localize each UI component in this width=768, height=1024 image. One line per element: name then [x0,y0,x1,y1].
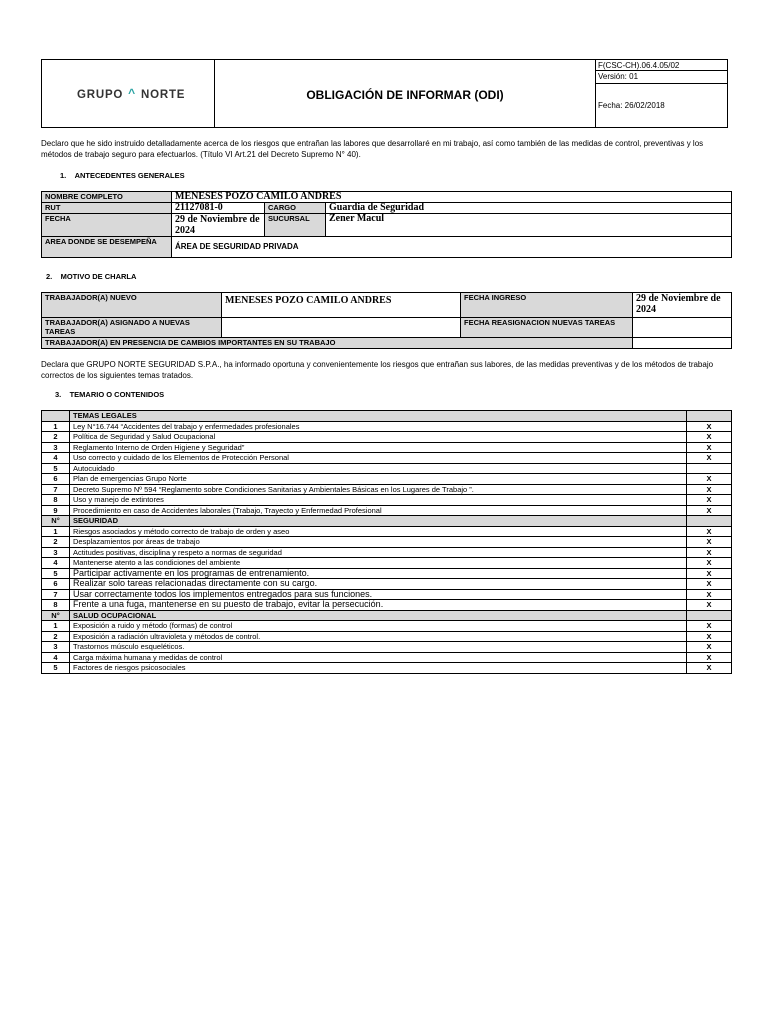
item-text: Reglamento Interno de Orden Higiene y Seguridad” [70,442,687,453]
item-check-mark: X [687,453,732,464]
item-text: Plan de emergencias Grupo Norte [70,474,687,485]
group-mark-header [687,411,732,422]
table-row [42,642,732,653]
item-check-mark: X [687,526,732,537]
item-text: Autocuidado [70,463,687,474]
declara-paragraph: Declara que GRUPO NORTE SEGURIDAD S.P.A., ha informado oportuna y convenientemente los riesgos que entrañan sus labores, de las medidas preventivas y de los métodos de trabajo correctos de los siguientes temas tratados. [41,360,714,380]
table-row [42,663,732,674]
item-check-mark: X [687,537,732,548]
document-code-cell [596,60,727,127]
table-row [42,547,732,558]
nombre-value: MENESES POZO CAMILO ANDRES [172,192,732,203]
company-logo [77,87,185,101]
item-check-mark: X [687,589,732,600]
table-row [42,474,732,485]
item-text: Decreto Supremo Nº 594 “Reglamento sobre Condiciones Sanitarias y Ambientales Básicas en los Lugares de Trabajo ”. [70,484,687,495]
table-row [42,631,732,642]
item-text: Ley N°16.744 “Accidentes del trabajo y enfermedades profesionales [70,421,687,432]
item-check-mark: X [687,568,732,579]
item-number: 9 [42,505,70,516]
item-check-mark: X [687,600,732,611]
group-mark-header [687,610,732,621]
item-number: 3 [42,547,70,558]
group-mark-header [687,516,732,527]
item-number: 1 [42,621,70,632]
logo-caret-icon: ^ [128,86,136,100]
item-text: Factores de riesgos psicosociales [70,663,687,674]
item-number: 4 [42,652,70,663]
item-text: Procedimiento en caso de Accidentes laborales (Trabajo, Trayecto y Enfermedad Profesional [70,505,687,516]
trabajador-nuevo-value: MENESES POZO CAMILO ANDRES [222,293,461,318]
cargo-value: Guardia de Seguridad [326,203,732,214]
antecedentes-table [41,191,732,258]
item-text: Mantenerse atento a las condiciones del ambiente [70,558,687,569]
logo-text-right: NORTE [140,89,186,101]
fecha-value: 29 de Noviembre de 2024 [172,214,265,237]
item-number: 1 [42,421,70,432]
group-number-header: N° [42,516,70,527]
logo-cell [42,60,215,127]
trabajador-cambios-label: TRABAJADOR(A) EN PRESENCIA DE CAMBIOS IMPORTANTES EN SU TRABAJO [42,338,633,349]
trabajador-cambios-value [633,338,732,349]
sucursal-label: SUCURSAL [265,214,326,237]
document-date: Fecha: 26/02/2018 [598,101,665,110]
item-text: Riesgos asociados y método correcto de trabajo de orden y aseo [70,526,687,537]
item-check-mark: X [687,547,732,558]
table-row [42,505,732,516]
item-check-mark: X [687,495,732,506]
item-text: Actitudes positivas, disciplina y respeto a normas de seguridad [70,547,687,558]
logo-text-left: GRUPO [77,89,124,101]
item-number: 6 [42,474,70,485]
document-title: OBLIGACIÓN DE INFORMAR (ODI) [306,88,504,102]
temario-group-header [42,516,732,527]
table-row [42,579,732,590]
item-check-mark: X [687,484,732,495]
item-text: Carga máxima humana y medidas de control [70,652,687,663]
area-label: AREA DONDE SE DESEMPEÑA [42,237,172,258]
item-check-mark: X [687,652,732,663]
document-header [41,59,728,128]
intro-paragraph: Declaro que he sido instruido detalladamente acerca de los riesgos que entrañan las labores que desarrollaré en mi trabajo, así como también de las medidas de control, preventivas y los métodos de trabajo seguro para efectuarlos. (Título VI Art.21 del Decreto Supremo N° 40). [41,139,704,159]
fecha-reasignacion-value [633,318,732,338]
item-number: 5 [42,568,70,579]
title-cell [215,60,596,127]
temario-table [41,410,732,674]
group-title: SALUD OCUPACIONAL [70,610,687,621]
item-number: 2 [42,537,70,548]
table-row [42,442,732,453]
table-row [42,463,732,474]
trabajador-nuevo-label: TRABAJADOR(A) NUEVO [42,293,222,318]
item-number: 4 [42,453,70,464]
item-check-mark: X [687,474,732,485]
item-text: Realizar solo tareas relacionadas directamente con su cargo. [70,579,687,590]
section-antecedentes-title: 1. ANTECEDENTES GENERALES [60,171,185,180]
item-check-mark: X [687,663,732,674]
item-text: Exposición a radiación ultravioleta y métodos de control. [70,631,687,642]
item-text: Exposición a ruido y método (formas) de control [70,621,687,632]
table-row [42,537,732,548]
temario-body [42,411,732,674]
trabajador-asignado-value [222,318,461,338]
section-temario-title: 3. TEMARIO O CONTENIDOS [55,390,165,399]
table-row [42,432,732,443]
table-row [42,421,732,432]
rut-label: RUT [42,203,172,214]
table-row [42,558,732,569]
item-text: Trastornos músculo esqueléticos. [70,642,687,653]
group-number-header [42,411,70,422]
item-check-mark: X [687,558,732,569]
sucursal-value: Zener Macul [326,214,732,237]
fecha-ingreso-value: 29 de Noviembre de 2024 [633,293,732,318]
table-row [42,453,732,464]
table-row [42,526,732,537]
item-number: 2 [42,631,70,642]
item-check-mark: X [687,505,732,516]
item-check-mark: X [687,442,732,453]
table-row [42,589,732,600]
area-value: ÁREA DE SEGURIDAD PRIVADA [172,237,732,258]
table-row [42,600,732,611]
trabajador-asignado-label: TRABAJADOR(A) ASIGNADO A NUEVAS TAREAS [42,318,222,338]
item-text: Uso correcto y cuidado de los Elementos de Protección Personal [70,453,687,464]
item-check-mark: X [687,432,732,443]
item-text: Desplazamientos por áreas de trabajo [70,537,687,548]
group-number-header: N° [42,610,70,621]
item-number: 7 [42,484,70,495]
item-check-mark: X [687,631,732,642]
group-title: TEMAS LEGALES [70,411,687,422]
item-number: 5 [42,663,70,674]
item-number: 4 [42,558,70,569]
nombre-label: NOMBRE COMPLETO [42,192,172,203]
item-check-mark: X [687,421,732,432]
document-version: Versión: 01 [598,72,639,81]
item-number: 8 [42,600,70,611]
item-check-mark: X [687,621,732,632]
item-number: 6 [42,579,70,590]
item-number: 8 [42,495,70,506]
document-code: F(CSC-CH).06.4.05/02 [598,61,680,70]
item-text: Frente a una fuga, mantenerse en su puesto de trabajo, evitar la persecución. [70,600,687,611]
item-check-mark [687,463,732,474]
fecha-ingreso-label: FECHA INGRESO [461,293,633,318]
item-text: Uso y manejo de extintores [70,495,687,506]
cargo-label: CARGO [265,203,326,214]
item-number: 1 [42,526,70,537]
group-title: SEGURIDAD [70,516,687,527]
item-text: Participar activamente en los programas de entrenamiento. [70,568,687,579]
temario-group-header [42,610,732,621]
item-text: Política de Seguridad y Salud Ocupacional [70,432,687,443]
motivo-table [41,292,732,349]
item-number: 5 [42,463,70,474]
fecha-label: FECHA [42,214,172,237]
item-number: 2 [42,432,70,443]
temario-group-header [42,411,732,422]
item-number: 3 [42,642,70,653]
rut-value: 21127081-0 [172,203,265,214]
fecha-reasignacion-label: FECHA REASIGNACION NUEVAS TAREAS [461,318,633,338]
table-row [42,568,732,579]
item-text: Usar correctamente todos los implementos entregados para sus funciones. [70,589,687,600]
table-row [42,621,732,632]
item-number: 7 [42,589,70,600]
table-row [42,495,732,506]
item-check-mark: X [687,579,732,590]
table-row [42,484,732,495]
item-check-mark: X [687,642,732,653]
section-motivo-title: 2. MOTIVO DE CHARLA [46,272,137,281]
table-row [42,652,732,663]
item-number: 3 [42,442,70,453]
